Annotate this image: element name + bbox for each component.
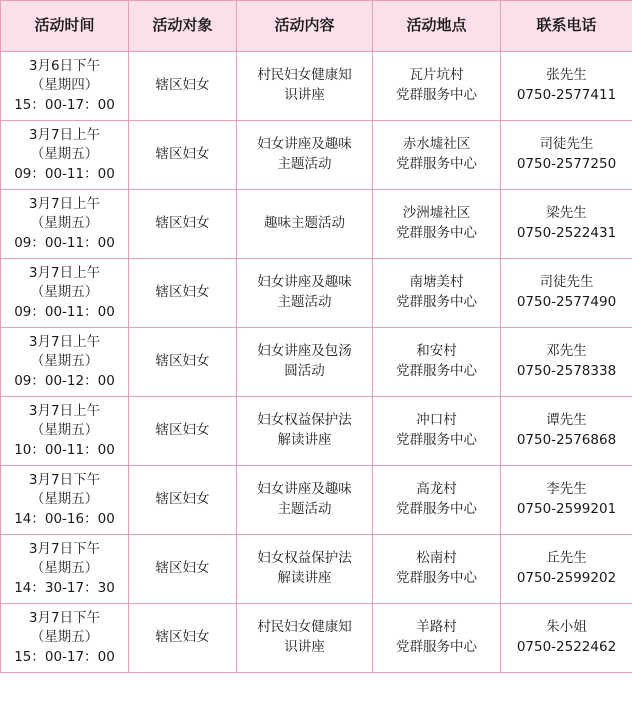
cell-target: 辖区妇女 (129, 259, 237, 328)
cell-place (373, 52, 501, 121)
cell-time (1, 190, 129, 259)
place-line: 沙洲墟社区 (402, 205, 471, 222)
place-line: 冲口村 (416, 412, 457, 429)
time-line: 10：00-11：00 (14, 441, 115, 458)
contact-number: 0750-2578338 (516, 363, 617, 379)
time-line: 09：00-11：00 (14, 303, 115, 320)
cell-content (237, 397, 373, 466)
cell-content (237, 52, 373, 121)
content-line: 妇女讲座及趣味 (257, 481, 352, 498)
cell-time (1, 466, 129, 535)
time-line: 15：00-17：00 (14, 96, 115, 113)
content-line: 趣味主题活动 (264, 215, 345, 232)
cell-content (237, 121, 373, 190)
place-line: 党群服务中心 (396, 363, 477, 379)
time-line: 3月7日上午 (28, 402, 101, 419)
cell-phone (501, 52, 632, 121)
cell-target: 辖区妇女 (129, 52, 237, 121)
time-line: （星期五） (30, 560, 99, 577)
cell-phone (501, 535, 632, 604)
cell-target: 辖区妇女 (129, 535, 237, 604)
cell-place (373, 121, 501, 190)
table-row (1, 466, 632, 535)
content-line: 识讲座 (284, 639, 325, 655)
cell-target: 辖区妇女 (129, 328, 237, 397)
cell-content (237, 535, 373, 604)
time-line: （星期五） (30, 629, 99, 646)
contact-number: 0750-2522462 (516, 639, 617, 655)
place-line: 赤水墟社区 (402, 136, 471, 153)
table-row (1, 397, 632, 466)
time-line: 3月7日上午 (28, 126, 101, 143)
contact-number: 0750-2522431 (516, 225, 617, 241)
place-line: 党群服务中心 (396, 570, 477, 586)
place-line: 南塘美村 (409, 274, 464, 291)
contact-name: 梁先生 (546, 205, 587, 222)
table-header-row (1, 1, 632, 52)
content-line: 圆活动 (284, 363, 325, 379)
cell-place (373, 259, 501, 328)
column-header-place: 活动地点 (373, 1, 501, 52)
contact-number: 0750-2577250 (516, 156, 617, 172)
time-line: 3月7日上午 (28, 264, 101, 281)
contact-name: 司徒先生 (539, 274, 594, 291)
contact-number: 0750-2577411 (516, 87, 617, 103)
content-line: 村民妇女健康知 (257, 67, 352, 84)
time-line: （星期五） (30, 353, 99, 370)
place-line: 党群服务中心 (396, 156, 477, 172)
column-header-target: 活动对象 (129, 1, 237, 52)
content-line: 村民妇女健康知 (257, 619, 352, 636)
content-line: 妇女权益保护法 (257, 412, 352, 429)
content-line: 解读讲座 (277, 432, 332, 448)
column-header-time: 活动时间 (1, 1, 129, 52)
table-row (1, 535, 632, 604)
cell-time (1, 604, 129, 673)
cell-phone (501, 259, 632, 328)
contact-name: 邓先生 (546, 343, 587, 360)
time-line: （星期五） (30, 422, 99, 439)
cell-phone (501, 604, 632, 673)
contact-name: 张先生 (546, 67, 587, 84)
time-line: 3月6日下午 (28, 57, 101, 74)
cell-phone (501, 397, 632, 466)
table-row (1, 190, 632, 259)
table-body (1, 52, 632, 673)
cell-place (373, 328, 501, 397)
contact-number: 0750-2576868 (516, 432, 617, 448)
cell-place (373, 466, 501, 535)
time-line: 3月7日上午 (28, 195, 101, 212)
cell-time (1, 328, 129, 397)
cell-place (373, 604, 501, 673)
place-line: 党群服务中心 (396, 87, 477, 103)
place-line: 党群服务中心 (396, 294, 477, 310)
cell-phone (501, 328, 632, 397)
time-line: （星期五） (30, 491, 99, 508)
time-line: 3月7日上午 (28, 333, 101, 350)
place-line: 党群服务中心 (396, 639, 477, 655)
content-line: 妇女讲座及趣味 (257, 136, 352, 153)
cell-target: 辖区妇女 (129, 190, 237, 259)
content-line: 主题活动 (277, 501, 332, 517)
time-line: 14：30-17：30 (14, 579, 115, 596)
place-line: 党群服务中心 (396, 432, 477, 448)
cell-place (373, 190, 501, 259)
cell-target: 辖区妇女 (129, 604, 237, 673)
time-line: 3月7日下午 (28, 609, 101, 626)
contact-number: 0750-2577490 (516, 294, 617, 310)
column-header-phone: 联系电话 (501, 1, 632, 52)
content-line: 妇女讲座及趣味 (257, 274, 352, 291)
time-line: 14：00-16：00 (14, 510, 115, 527)
table-row (1, 604, 632, 673)
time-line: （星期五） (30, 215, 99, 232)
contact-number: 0750-2599201 (516, 501, 617, 517)
cell-phone (501, 466, 632, 535)
cell-time (1, 535, 129, 604)
cell-content (237, 466, 373, 535)
place-line: 党群服务中心 (396, 501, 477, 517)
time-line: 09：00-11：00 (14, 165, 115, 182)
place-line: 和安村 (416, 343, 457, 360)
time-line: （星期五） (30, 284, 99, 301)
time-line: 3月7日下午 (28, 540, 101, 557)
cell-target: 辖区妇女 (129, 121, 237, 190)
table-row (1, 328, 632, 397)
cell-time (1, 52, 129, 121)
place-line: 党群服务中心 (396, 225, 477, 241)
time-line: （星期五） (30, 146, 99, 163)
cell-target: 辖区妇女 (129, 466, 237, 535)
contact-name: 丘先生 (546, 550, 587, 567)
cell-place (373, 397, 501, 466)
cell-place (373, 535, 501, 604)
cell-time (1, 397, 129, 466)
place-line: 松南村 (416, 550, 457, 567)
cell-content (237, 328, 373, 397)
table-row (1, 259, 632, 328)
contact-name: 李先生 (546, 481, 587, 498)
time-line: 3月7日下午 (28, 471, 101, 488)
time-line: 15：00-17：00 (14, 648, 115, 665)
contact-number: 0750-2599202 (516, 570, 617, 586)
cell-phone (501, 190, 632, 259)
time-line: （星期四） (30, 77, 99, 94)
cell-time (1, 121, 129, 190)
contact-name: 谭先生 (546, 412, 587, 429)
contact-name: 司徒先生 (539, 136, 594, 153)
place-line: 高龙村 (416, 481, 457, 498)
cell-phone (501, 121, 632, 190)
table-row (1, 52, 632, 121)
cell-target: 辖区妇女 (129, 397, 237, 466)
content-line: 妇女权益保护法 (257, 550, 352, 567)
time-line: 09：00-11：00 (14, 234, 115, 251)
cell-content (237, 604, 373, 673)
cell-content (237, 190, 373, 259)
content-line: 主题活动 (277, 156, 332, 172)
cell-time (1, 259, 129, 328)
place-line: 瓦片坑村 (409, 67, 464, 84)
table-header (1, 1, 632, 52)
column-header-content: 活动内容 (237, 1, 373, 52)
content-line: 妇女讲座及包汤 (257, 343, 352, 360)
table-row (1, 121, 632, 190)
content-line: 解读讲座 (277, 570, 332, 586)
time-line: 09：00-12：00 (14, 372, 115, 389)
content-line: 识讲座 (284, 87, 325, 103)
contact-name: 朱小姐 (546, 619, 587, 636)
place-line: 羊路村 (416, 619, 457, 636)
content-line: 主题活动 (277, 294, 332, 310)
cell-content (237, 259, 373, 328)
